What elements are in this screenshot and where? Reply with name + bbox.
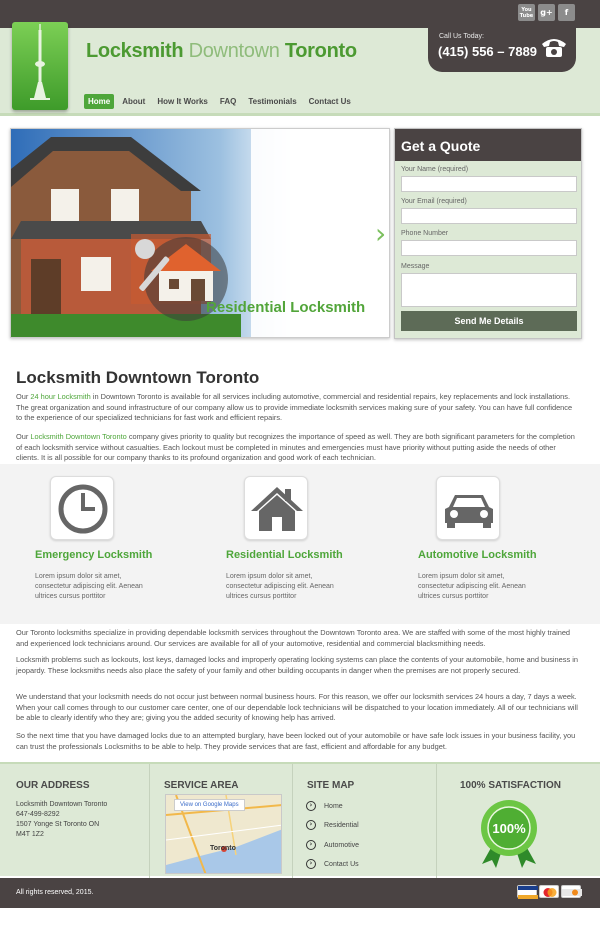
nav-faq[interactable]: FAQ	[219, 97, 237, 106]
footer-address-col	[0, 764, 150, 878]
copyright-text: All rights reserved, 2015.	[16, 889, 94, 896]
address-line: 1507 Yonge St Toronto ON	[16, 821, 100, 828]
clock-icon-graphic	[51, 477, 115, 541]
service-area-heading: SERVICE AREA	[164, 780, 239, 791]
24-hour-locksmith-link[interactable]: 24 hour Locksmith	[30, 392, 91, 401]
call-us-box[interactable]	[428, 26, 576, 72]
address-postal: M4T 1Z2	[16, 831, 44, 838]
phone-field[interactable]	[401, 240, 577, 256]
badge-percent-text: 100%	[492, 821, 526, 836]
quote-form	[394, 128, 582, 339]
nav-about[interactable]: About	[122, 97, 146, 106]
sitemap-link-label: Automotive	[324, 841, 360, 849]
address-block	[16, 800, 107, 840]
send-details-button[interactable]: Send Me Details	[401, 311, 577, 331]
body-paragraph-5: We understand that your locksmith needs do not occur just between normal business hours. For this reason, we offer our locksmith services 24 hours a day, 7 days a week. When your call comes through to our customer care center, one of our dependable lock technicians will be dispatched to your location immediately. All of our technicians will be able to clearly identify who they are; giving you the added security of knowing help has arrived.	[16, 692, 578, 722]
p1-text-a: Our	[16, 392, 31, 401]
service-text-emergency: Lorem ipsum dolor sit amet, consectetur adipiscing elit. Aenean ultrices cursus porttitor	[35, 573, 143, 600]
sitemap-link-label: Contact Us	[324, 860, 359, 868]
address-line: Locksmith Downtown Toronto	[16, 801, 108, 808]
facebook-icon-label: f	[564, 8, 569, 17]
body-paragraph-3: Our Toronto locksmiths specialize in providing dependable locksmith services throughout the Downtown Toronto area. We are staffed with some of the most highly trained and experienced lock technicians around. Our services are available for all of your automotive, residential and commercial blacksmithing needs.	[16, 628, 571, 648]
car-icon-graphic	[437, 477, 501, 541]
p2-text-b: company gives priority to quality but recognizes the importance of speed as well. They are both significant parameters for the completion of each locksmith service without casualties. Each lockout must be completed in minutes and emergencies must have priority without putting aside the needs of other clients. It is all possible for our company thanks to its profound organization and good work of each technician.	[16, 432, 575, 462]
top-bar	[0, 0, 600, 28]
google-plus-icon-label: g+	[540, 8, 553, 17]
service-title-emergency[interactable]: Emergency Locksmith	[35, 549, 153, 561]
arrow-circle-icon: ›	[306, 820, 316, 830]
mastercard-icon-graphic	[540, 886, 560, 899]
service-text-automotive: Lorem ipsum dolor sit amet, consectetur adipiscing elit. Aenean ultrices cursus porttitor	[418, 573, 526, 600]
cn-tower-icon	[12, 22, 68, 110]
service-title-automotive[interactable]: Automotive Locksmith	[418, 549, 537, 561]
name-label: Your Name (required)	[401, 166, 469, 173]
sitemap-link-label: Home	[324, 802, 343, 810]
title-part-3: Toronto	[279, 40, 357, 62]
car-icon[interactable]	[436, 476, 500, 540]
sitemap-link-residential[interactable]	[306, 820, 359, 830]
facebook-icon[interactable]	[558, 4, 575, 21]
sitemap-link-label: Residential	[324, 821, 359, 829]
sitemap-link-contact[interactable]	[306, 859, 359, 869]
services-section	[0, 464, 600, 624]
mastercard-icon	[539, 885, 559, 898]
page-title: Locksmith Downtown Toronto	[16, 368, 260, 387]
view-google-maps-button[interactable]: View on Google Maps	[174, 799, 245, 811]
sitemap-link-automotive[interactable]	[306, 840, 359, 850]
visa-icon-graphic	[518, 886, 538, 899]
site-footer	[0, 762, 600, 876]
phone-number: (415) 556 – 7889	[438, 44, 538, 59]
discover-icon	[561, 885, 581, 898]
satisfaction-heading: 100% SATISFACTION	[460, 780, 561, 791]
name-field[interactable]	[401, 176, 577, 192]
hero-slider[interactable]	[10, 128, 390, 338]
arrow-circle-icon: ›	[306, 859, 316, 869]
address-heading: OUR ADDRESS	[16, 780, 90, 791]
email-field[interactable]	[401, 208, 577, 224]
clock-icon[interactable]	[50, 476, 114, 540]
p1-text-b: in Downtown Toronto is available for all services including automotive, commercial and residential repairs, key replacements and lock installations. The great organization and sound infrastructure of our company allow us to provide immediate locksmith services making sure of your safety. You can have full confidence to the experience of our specialized technicians for fast work and efficient repairs.	[16, 392, 573, 422]
arrow-circle-icon: ›	[306, 801, 316, 811]
main-nav	[84, 94, 355, 109]
sitemap-link-home[interactable]	[306, 801, 343, 811]
nav-how-it-works[interactable]: How It Works	[157, 97, 208, 106]
title-part-1: Locksmith	[86, 40, 189, 62]
home-icon[interactable]	[244, 476, 308, 540]
intro-paragraph-1	[16, 392, 579, 424]
body-paragraph-4: Locksmith problems such as lockouts, lost keys, damaged locks and improperly operating locking systems can place the contents of your automobile, home and business in jeopardy. These locksmiths needs also place the safety of your family and other building occupants in danger when the premises are not properly secured.	[16, 655, 578, 675]
visa-icon	[517, 885, 537, 898]
sitemap-heading: SITE MAP	[307, 780, 355, 791]
service-title-residential[interactable]: Residential Locksmith	[226, 549, 343, 561]
arrow-circle-icon: ›	[306, 840, 316, 850]
service-text-residential: Lorem ipsum dolor sit amet, consectetur adipiscing elit. Aenean ultrices cursus porttitor	[226, 573, 334, 600]
intro-paragraph-2	[16, 432, 579, 464]
youtube-icon[interactable]	[518, 4, 535, 21]
body-paragraph-6: So the next time that you have damaged locks due to an attempted burglary, have been locked out of your automobile or have safe lock issues in your business facility, you can trust the professionals Locksmiths to be able to help. They provide services that are fast, efficient and affordable for any budget.	[16, 731, 576, 751]
phone-label: Phone Number	[401, 230, 449, 237]
google-plus-icon[interactable]	[538, 4, 555, 21]
service-area-map[interactable]	[165, 794, 282, 874]
nav-contact-us[interactable]: Contact Us	[308, 97, 351, 106]
message-label: Message	[401, 263, 430, 270]
telephone-icon	[540, 36, 568, 58]
call-label: Call Us Today:	[439, 33, 485, 40]
satisfaction-badge-icon	[478, 798, 540, 870]
nav-home[interactable]: Home	[84, 94, 114, 109]
message-field[interactable]	[401, 273, 577, 307]
slide-caption: Residential Locksmith	[206, 299, 366, 316]
quote-heading: Get a Quote	[395, 129, 581, 161]
site-title[interactable]	[86, 40, 357, 63]
youtube-icon-label: You Tube	[519, 6, 534, 19]
title-part-2: Downtown	[188, 40, 280, 62]
logo[interactable]	[12, 22, 68, 110]
map-city-label: Toronto	[210, 845, 236, 852]
bottom-bar	[0, 878, 600, 908]
email-label: Your Email (required)	[401, 198, 467, 205]
p2-text-a: Our	[16, 432, 31, 441]
address-phone: 647-499-8292	[16, 811, 60, 818]
locksmith-downtown-link[interactable]: Locksmith Downtown Toronto	[30, 432, 127, 441]
nav-testimonials[interactable]: Testimonials	[248, 97, 297, 106]
discover-icon-graphic	[562, 886, 582, 899]
home-icon-graphic	[245, 477, 309, 541]
slider-next-arrow[interactable]: ›	[375, 217, 387, 250]
